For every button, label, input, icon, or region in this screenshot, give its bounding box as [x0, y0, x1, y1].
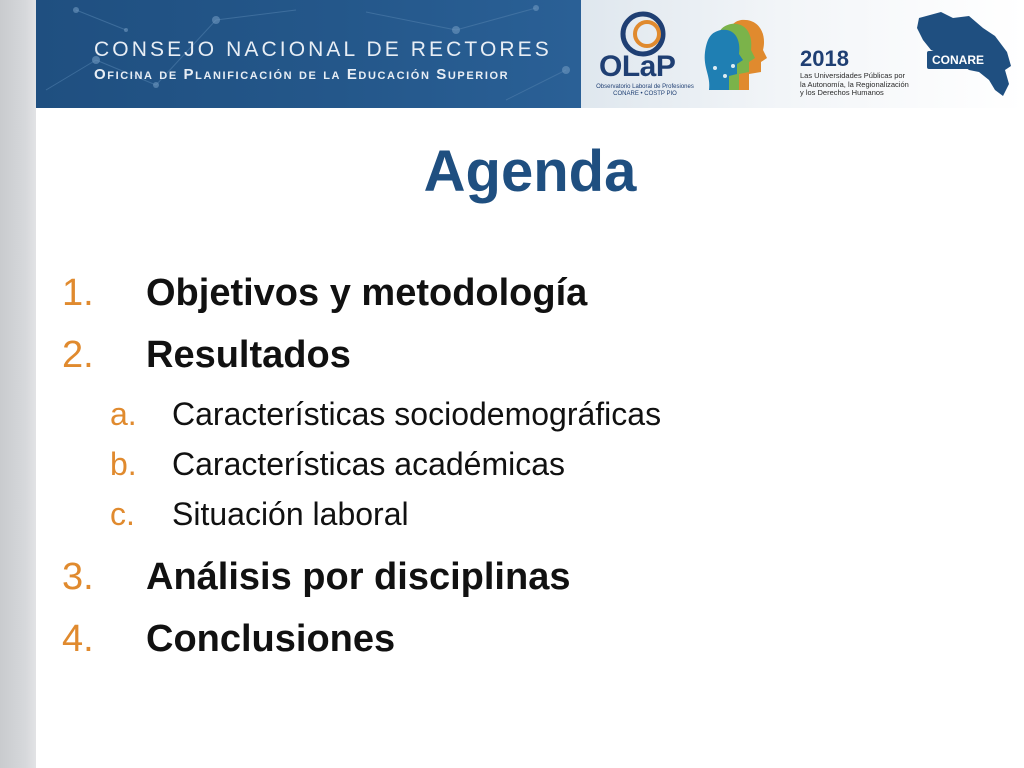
agenda-item-number: 3. [62, 556, 94, 598]
agenda-item-label: Objetivos y metodología [146, 272, 588, 314]
agenda-item-label: Conclusiones [146, 618, 396, 660]
agenda-item [62, 272, 661, 334]
agenda-item-label: Análisis por disciplinas [146, 556, 571, 598]
organization-name: CONSEJO NACIONAL DE RECTORES [94, 38, 552, 61]
slide-header [36, 0, 1024, 108]
event-year-subtitle: Las Universidades Públicas por la Autonomía, la Regionalización y los Derechos Humanos [800, 71, 909, 97]
agenda-item [62, 556, 661, 618]
agenda-subitem [110, 446, 661, 496]
header-banner [36, 0, 581, 108]
header-logos [581, 0, 1024, 108]
agenda-item [62, 618, 661, 680]
agenda-subitem [110, 396, 661, 446]
agenda-subitem-letter: a. [110, 396, 137, 432]
agenda-subitem-label: Situación laboral [172, 496, 409, 532]
left-side-bar [0, 0, 36, 768]
agenda-item-number: 4. [62, 618, 94, 660]
conare-badge: CONARE [927, 51, 989, 69]
agenda-list [62, 272, 661, 680]
office-name: Oficina de Planificación de la Educación Superior [94, 66, 510, 83]
agenda-item-number: 2. [62, 334, 94, 376]
agenda-item-number: 1. [62, 272, 94, 314]
agenda-item [62, 334, 661, 396]
agenda-item-label: Resultados [146, 334, 351, 376]
olap-logo-text: OLaP [599, 50, 676, 83]
agenda-subitem-label: Características sociodemográficas [172, 396, 662, 432]
agenda-subitem-label: Características académicas [172, 446, 566, 482]
slide-title: Agenda [423, 139, 637, 204]
olap-subtitle: Observatorio Laboral de Profesiones CONARE • COSTP PIO [596, 84, 694, 97]
agenda-subitem-letter: b. [110, 446, 137, 482]
profile-heads-icon [701, 10, 781, 102]
event-year: 2018 [800, 46, 849, 71]
agenda-subitem-letter: c. [110, 496, 135, 532]
agenda-subitem [110, 496, 661, 546]
